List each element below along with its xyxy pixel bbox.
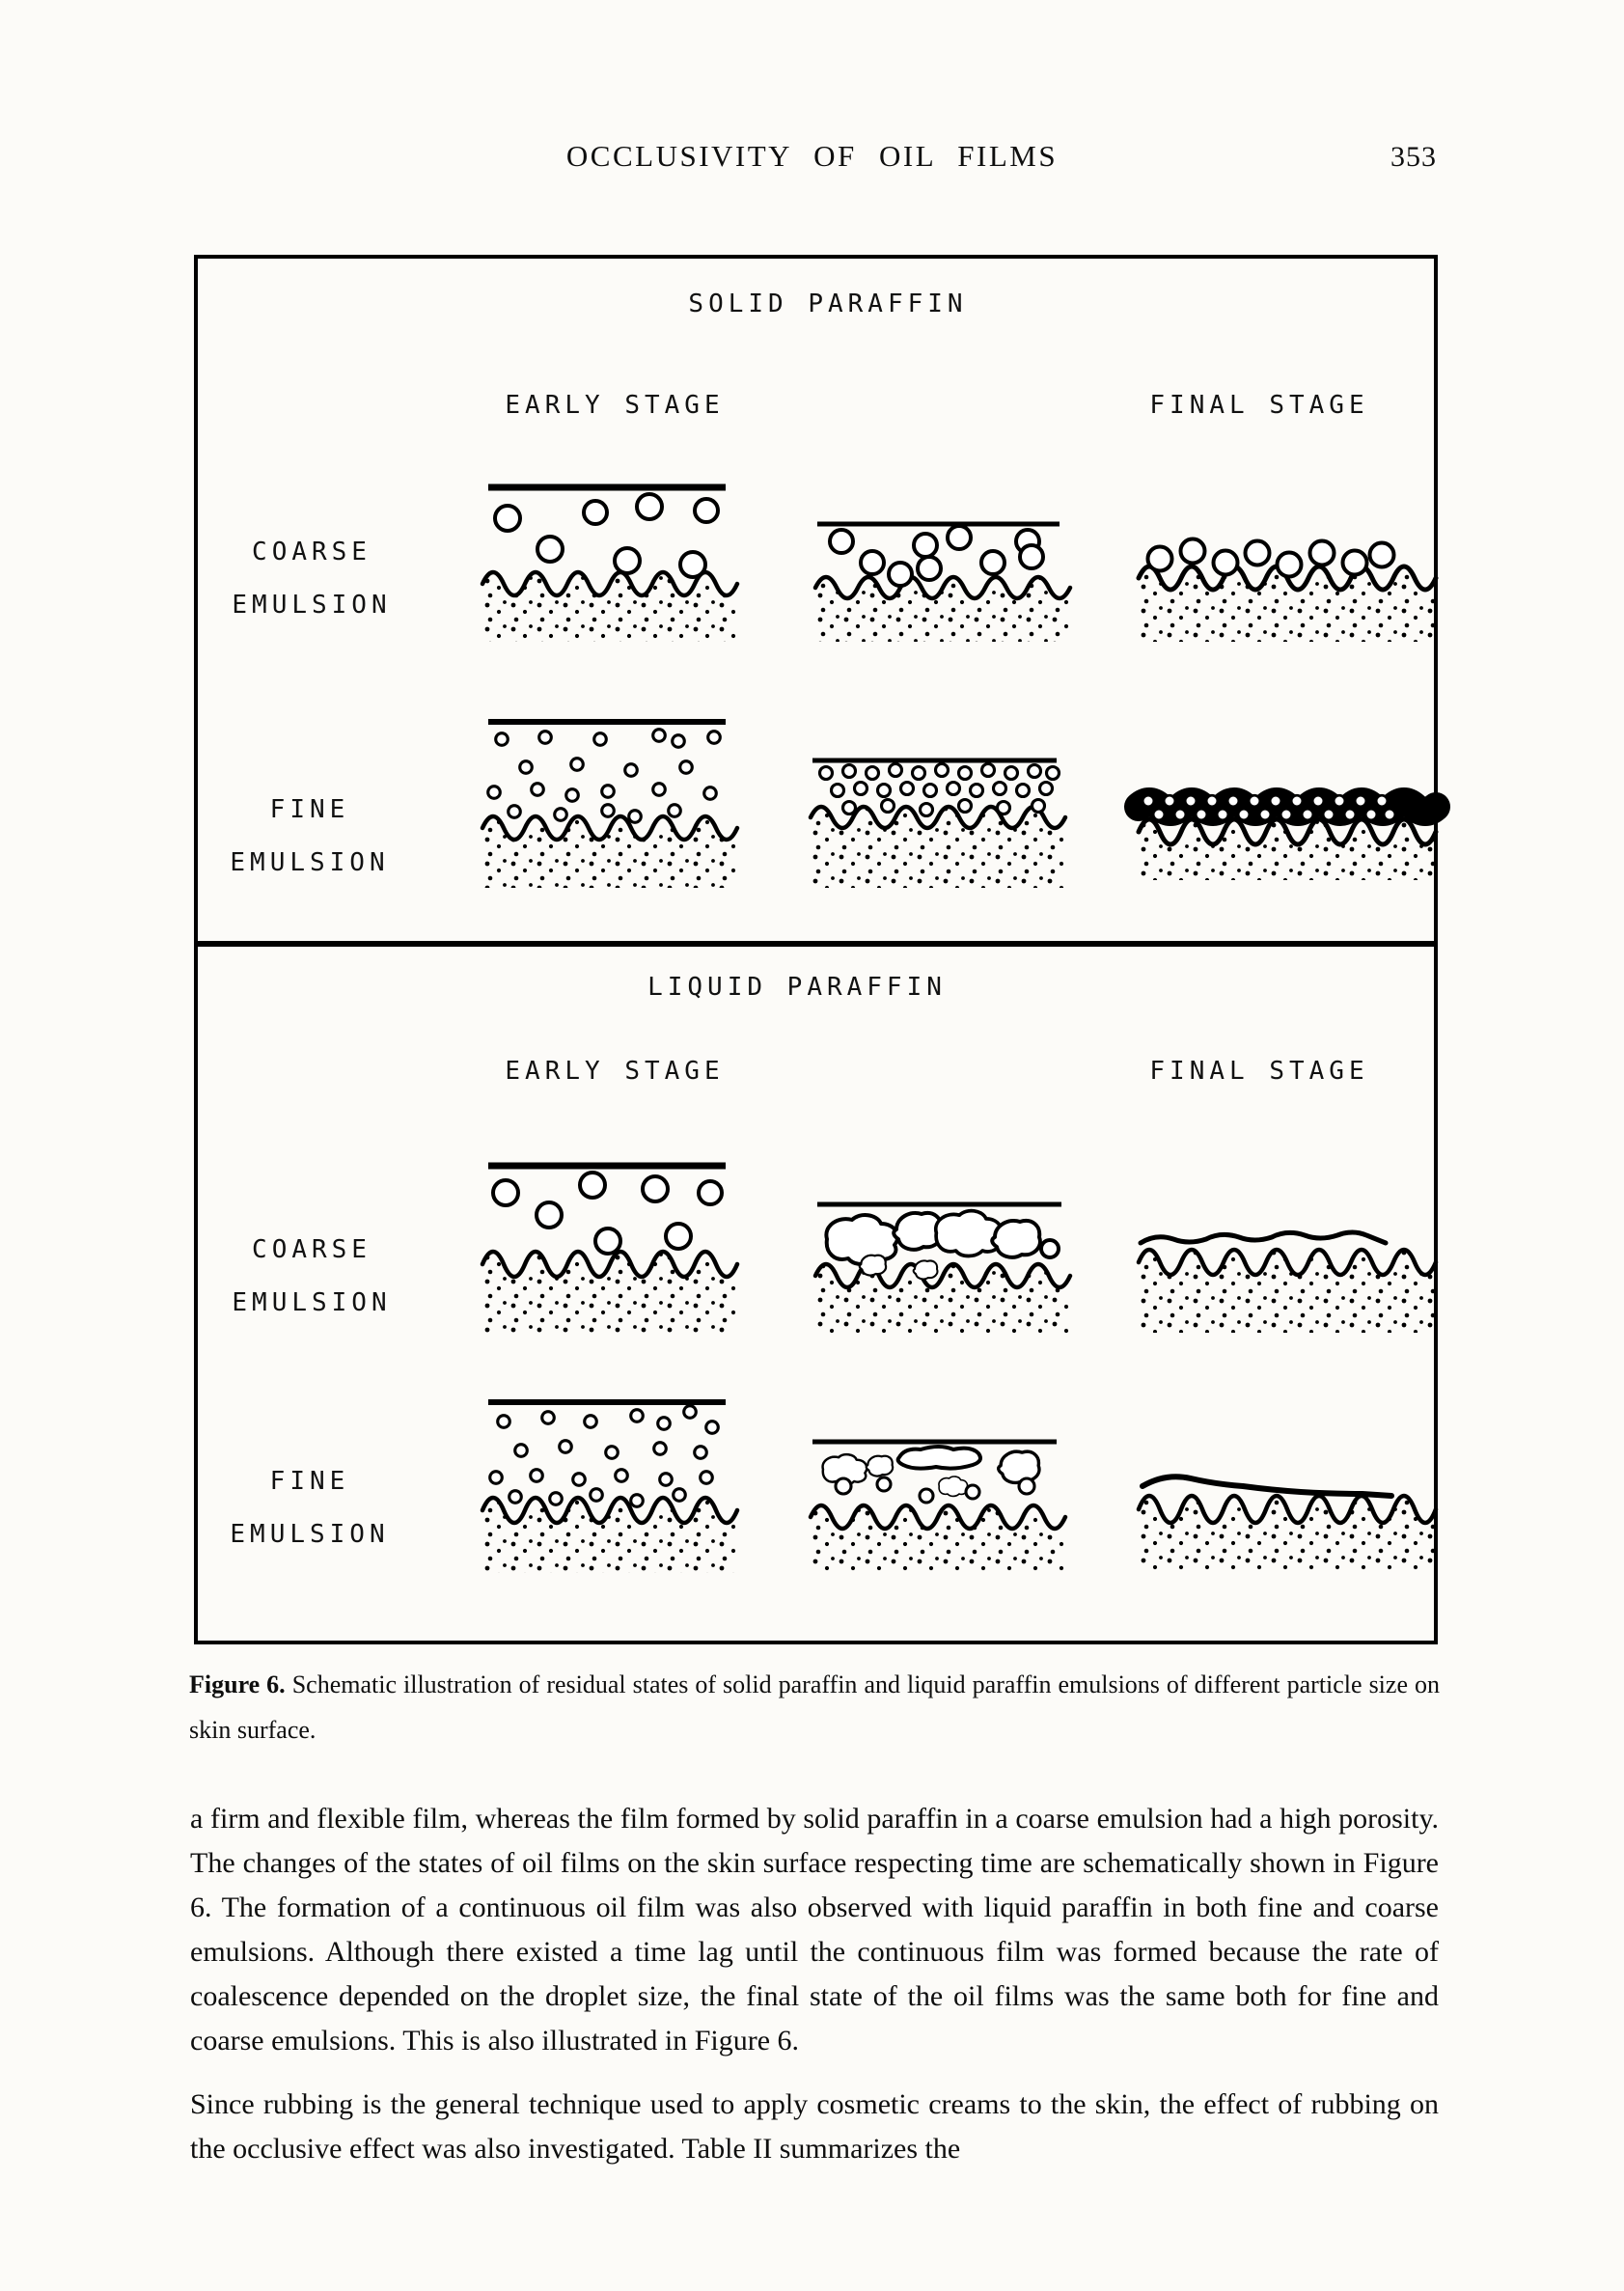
oil-droplets <box>488 730 721 823</box>
schematic-liquid-fine-early <box>482 1394 733 1573</box>
schematic-solid-fine-final <box>1139 772 1397 880</box>
schematic-solid-coarse-final <box>1139 534 1394 642</box>
stage-header-final-solid: FINAL STAGE <box>1149 391 1369 420</box>
body-paragraph: Since rubbing is the general technique used to apply cosmetic creams to the skin, the effect of rubbing on the occlusive effect was also investigated. Table II summarizes the <box>190 2088 1439 2165</box>
oil-droplets <box>820 764 1060 816</box>
schematic-solid-fine-early <box>482 714 733 888</box>
coalescing-blobs <box>823 1447 1039 1503</box>
panel-title-solid-paraffin: SOLID PARAFFIN <box>688 290 968 318</box>
row-label-coarse-emulsion-liquid: COARSE EMULSION <box>232 1235 392 1317</box>
figure-6-box <box>194 255 1438 1644</box>
schematic-solid-fine-mid <box>811 756 1062 888</box>
row-label-coarse-emulsion-solid: COARSE EMULSION <box>232 538 392 620</box>
stage-header-early-solid: EARLY STAGE <box>505 391 725 420</box>
coalescing-blobs <box>826 1211 1059 1280</box>
figure-caption <box>189 1662 1440 1753</box>
stage-header-final-liquid: FINAL STAGE <box>1149 1057 1369 1086</box>
oil-droplets <box>830 526 1043 586</box>
running-head: OCCLUSIVITY OF OIL FILMS <box>565 139 1059 173</box>
panel-divider <box>198 941 1434 947</box>
continuous-oil-film <box>1141 1232 1386 1243</box>
oil-droplets <box>495 494 718 577</box>
stage-header-early-liquid: EARLY STAGE <box>505 1057 725 1086</box>
figure-caption-lead: Figure 6. <box>189 1670 286 1698</box>
body-paragraph: a firm and flexible film, whereas the film formed by solid paraffin in a coarse emulsion had a high porosity. The changes of the states of oil films on the skin surface respecting time are schematically shown in Figure 6. The formation of a continuous oil film was also observed with liquid paraffin in both fine and coarse emulsions. Although there existed a time lag until the continuous film was formed because the rate of coalescence depended on the droplet size, the final state of the oil films was the same both for fine and coarse emulsions. This is also illustrated in Figure 6. <box>190 1803 1439 2056</box>
schematic-liquid-coarse-mid <box>815 1199 1063 1333</box>
row-label-fine-emulsion-liquid: FINE EMULSION <box>230 1467 390 1549</box>
continuous-oil-film <box>1142 1477 1391 1496</box>
body-text <box>190 1797 1439 2171</box>
oil-droplets <box>493 1173 722 1254</box>
schematic-liquid-coarse-early <box>482 1156 733 1333</box>
schematic-liquid-coarse-final <box>1139 1224 1397 1333</box>
figure-caption-text: Schematic illustration of residual states of solid paraffin and liquid paraffin emulsions of different particle size on skin surface. <box>189 1670 1440 1744</box>
schematic-solid-coarse-mid <box>815 518 1061 642</box>
oil-droplets <box>490 1406 719 1507</box>
schematic-liquid-fine-mid <box>811 1436 1062 1573</box>
row-label-fine-emulsion-solid: FINE EMULSION <box>230 795 390 877</box>
panel-title-liquid-paraffin: LIQUID PARAFFIN <box>647 973 947 1002</box>
schematic-solid-coarse-early <box>482 480 733 642</box>
page-number: 353 <box>1390 141 1437 173</box>
schematic-liquid-fine-final <box>1139 1459 1397 1570</box>
